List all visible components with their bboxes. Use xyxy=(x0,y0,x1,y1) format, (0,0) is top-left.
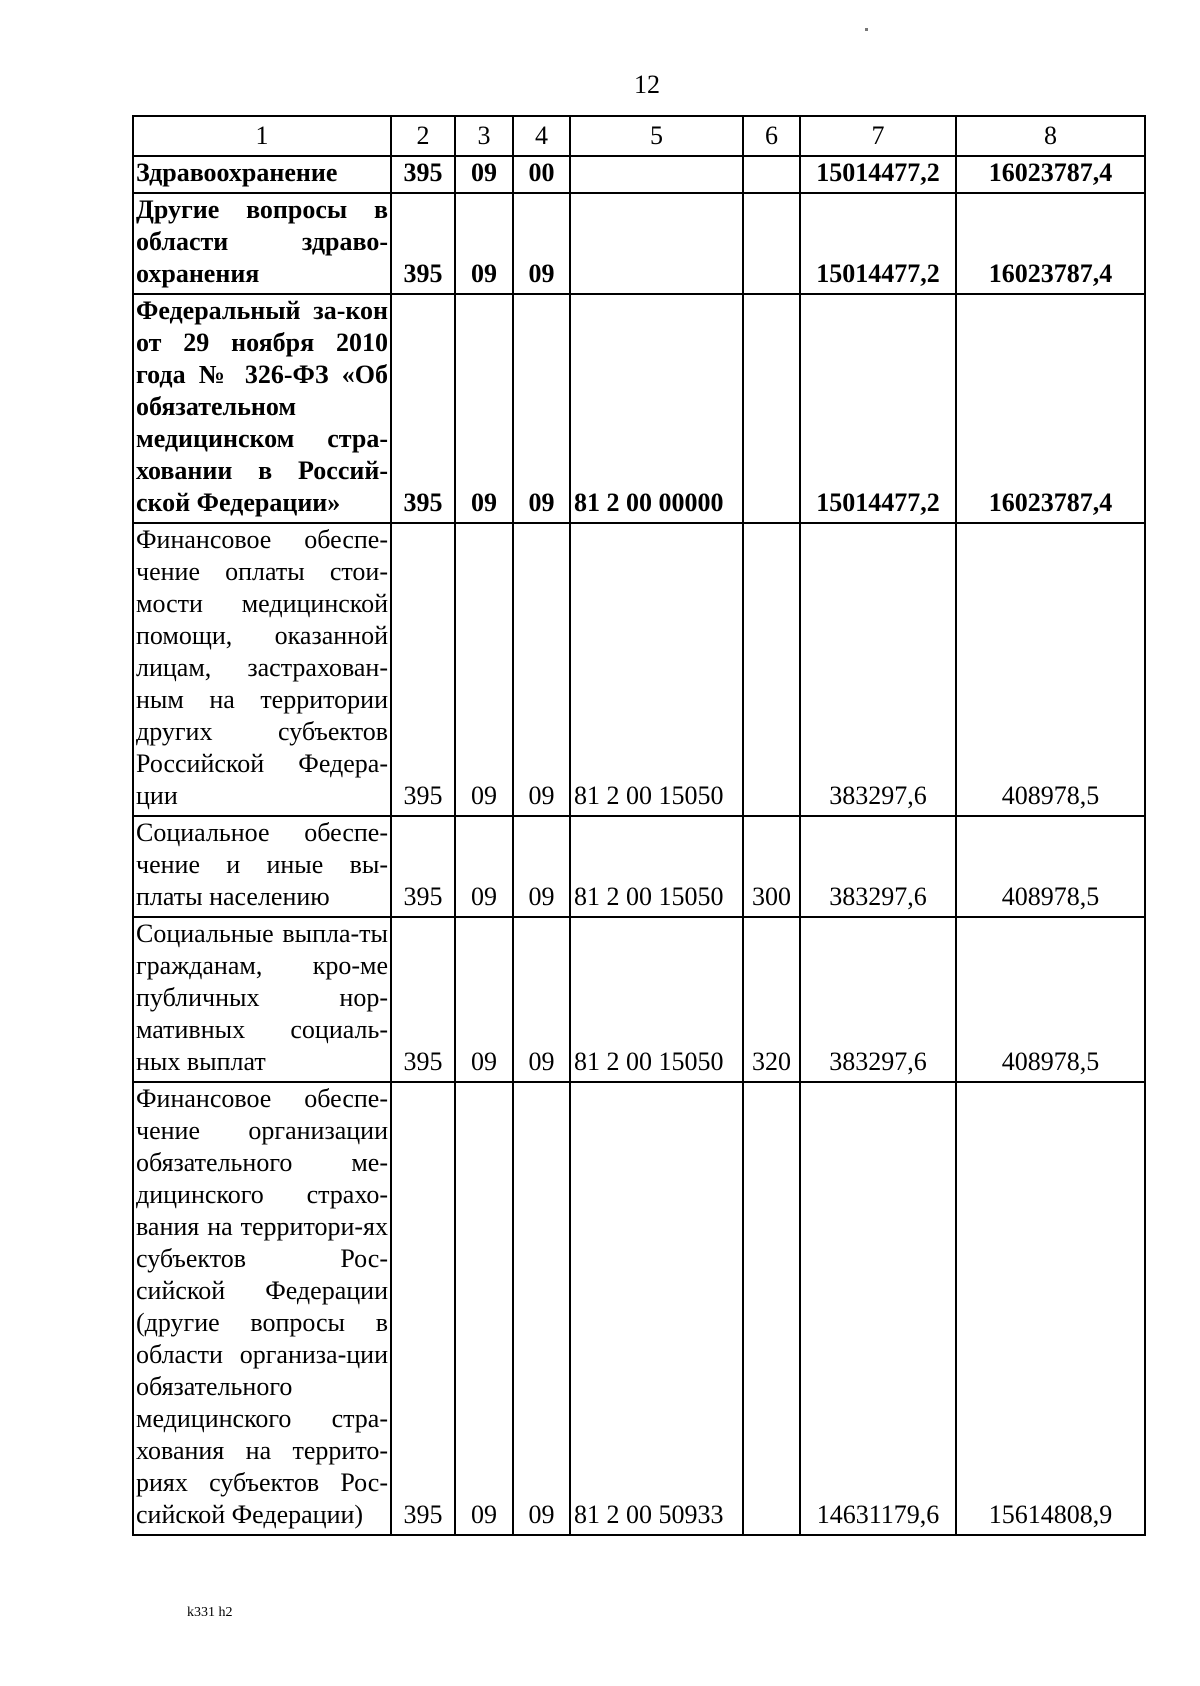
header-cell-5: 5 xyxy=(570,116,743,156)
cell-code-subsection xyxy=(513,1082,570,1535)
cell-code-section xyxy=(455,523,513,816)
cell-amount-year-2 xyxy=(956,294,1145,523)
cell-amount-year-1 xyxy=(800,523,956,816)
code-target-text: 81 2 00 15050 xyxy=(574,781,724,810)
cell-code-admin xyxy=(391,1082,455,1535)
item-name-text: Здравоохранение xyxy=(136,158,338,187)
cell-code-section xyxy=(455,816,513,917)
amount-year-2-text: 15614808,9 xyxy=(988,1500,1113,1529)
code-admin-text: 395 xyxy=(403,781,443,810)
amount-year-2-text: 408978,5 xyxy=(1001,781,1100,810)
budget-table xyxy=(132,115,1146,1536)
header-cell-3: 3 xyxy=(455,116,513,156)
cell-code-admin xyxy=(391,156,455,193)
code-subsection-text: 09 xyxy=(528,882,555,911)
page-number: 12 xyxy=(634,70,660,99)
code-subsection-text: 09 xyxy=(528,259,555,288)
item-name-text: Другие вопросы в области здраво-охранения xyxy=(136,195,388,288)
cell-amount-year-2 xyxy=(956,156,1145,193)
table-row xyxy=(133,816,1145,917)
item-name-text: Федеральный за-кон от 29 ноября 2010 года № 326-ФЗ «Об обязательном медицинском стра-ховании в Россий-ской Федерации» xyxy=(136,296,388,517)
cell-code-target xyxy=(570,193,743,294)
item-name-text: Социальные выпла-ты гражданам, кро-ме публичных нор-мативных социаль-ных выплат xyxy=(136,919,388,1076)
cell-code-section xyxy=(455,156,513,193)
code-admin-text: 395 xyxy=(403,882,443,911)
cell-code-target xyxy=(570,523,743,816)
amount-year-1-text: 383297,6 xyxy=(829,1047,927,1076)
cell-code-target xyxy=(570,917,743,1082)
code-section-text: 09 xyxy=(471,1500,497,1529)
cell-code-target xyxy=(570,816,743,917)
code-expense-type-text xyxy=(744,519,799,522)
table-row xyxy=(133,294,1145,523)
cell-item-name xyxy=(133,917,391,1082)
cell-amount-year-1 xyxy=(800,294,956,523)
table-header-row xyxy=(133,116,1145,156)
code-subsection-text: 09 xyxy=(528,1500,555,1529)
cell-code-expense-type xyxy=(743,523,800,816)
cell-code-expense-type xyxy=(743,294,800,523)
cell-amount-year-1 xyxy=(800,816,956,917)
code-section-text: 09 xyxy=(471,158,497,187)
cell-code-target xyxy=(570,156,743,193)
amount-year-1-text: 14631179,6 xyxy=(816,1500,940,1529)
cell-code-section xyxy=(455,1082,513,1535)
cell-code-expense-type xyxy=(743,816,800,917)
header-cell-6: 6 xyxy=(743,116,800,156)
amount-year-1-text: 15014477,2 xyxy=(816,488,940,517)
header-cell-8: 8 xyxy=(956,116,1145,156)
table-row xyxy=(133,193,1145,294)
cell-item-name xyxy=(133,193,391,294)
amount-year-2-text: 408978,5 xyxy=(1001,1047,1100,1076)
code-target-text: 81 2 00 15050 xyxy=(574,882,724,911)
cell-code-target xyxy=(570,1082,743,1535)
cell-item-name xyxy=(133,294,391,523)
code-admin-text: 395 xyxy=(403,1500,443,1529)
code-admin-text: 395 xyxy=(403,259,443,288)
cell-code-subsection xyxy=(513,816,570,917)
cell-code-subsection xyxy=(513,917,570,1082)
item-name-text: Социальное обеспе-чение и иные вы-платы населению xyxy=(136,818,388,911)
cell-code-section xyxy=(455,294,513,523)
scan-speck xyxy=(865,28,868,31)
cell-item-name xyxy=(133,1082,391,1535)
code-subsection-text: 00 xyxy=(528,158,555,187)
code-subsection-text: 09 xyxy=(528,1047,555,1076)
code-subsection-text: 09 xyxy=(528,781,555,810)
cell-code-target xyxy=(570,294,743,523)
code-target-text: 81 2 00 00000 xyxy=(574,488,724,517)
cell-amount-year-1 xyxy=(800,193,956,294)
cell-amount-year-2 xyxy=(956,1082,1145,1535)
code-expense-type-text xyxy=(744,1531,799,1534)
cell-code-admin xyxy=(391,917,455,1082)
document-code: k331 h2 xyxy=(187,1605,233,1620)
code-expense-type-text: 320 xyxy=(752,1047,791,1076)
cell-code-section xyxy=(455,193,513,294)
table-row xyxy=(133,917,1145,1082)
amount-year-2-text: 16023787,4 xyxy=(988,488,1113,517)
code-subsection-text: 09 xyxy=(528,488,555,517)
item-name-text: Финансовое обеспе-чение оплаты стои-мости медицинской помощи, оказанной лицам, застрахован-ным на территории других субъектов Российской Федера-ции xyxy=(136,525,388,810)
cell-code-subsection xyxy=(513,193,570,294)
cell-amount-year-2 xyxy=(956,523,1145,816)
cell-code-section xyxy=(455,917,513,1082)
table-row xyxy=(133,1082,1145,1535)
amount-year-1-text: 15014477,2 xyxy=(816,259,940,288)
code-expense-type-text xyxy=(744,290,799,293)
item-name-text: Финансовое обеспе-чение организации обязательного ме-дицинского страхо-вания на территори-ях субъектов Рос-сийской Федерации (другие вопросы в области организа-ции обязательного медицинского стра-хования на террито-риях субъектов Рос-сийской Федерации) xyxy=(136,1084,388,1529)
cell-item-name xyxy=(133,816,391,917)
code-expense-type-text xyxy=(744,189,799,192)
cell-code-admin xyxy=(391,816,455,917)
cell-code-subsection xyxy=(513,523,570,816)
code-expense-type-text: 300 xyxy=(752,882,791,911)
cell-code-admin xyxy=(391,193,455,294)
code-expense-type-text xyxy=(744,812,799,815)
code-section-text: 09 xyxy=(471,259,497,288)
header-cell-2: 2 xyxy=(391,116,455,156)
header-cell-1: 1 xyxy=(133,116,391,156)
code-target-text xyxy=(574,290,742,293)
code-section-text: 09 xyxy=(471,488,497,517)
cell-amount-year-1 xyxy=(800,156,956,193)
cell-amount-year-2 xyxy=(956,816,1145,917)
cell-amount-year-2 xyxy=(956,193,1145,294)
amount-year-2-text: 408978,5 xyxy=(1001,882,1100,911)
code-admin-text: 395 xyxy=(403,1047,443,1076)
amount-year-1-text: 383297,6 xyxy=(829,882,927,911)
table-row xyxy=(133,156,1145,193)
code-target-text xyxy=(574,189,742,192)
cell-amount-year-1 xyxy=(800,1082,956,1535)
code-target-text: 81 2 00 15050 xyxy=(574,1047,724,1076)
cell-code-expense-type xyxy=(743,1082,800,1535)
cell-amount-year-1 xyxy=(800,917,956,1082)
header-cell-4: 4 xyxy=(513,116,570,156)
code-section-text: 09 xyxy=(471,1047,497,1076)
cell-item-name xyxy=(133,156,391,193)
header-cell-7: 7 xyxy=(800,116,956,156)
cell-amount-year-2 xyxy=(956,917,1145,1082)
amount-year-2-text: 16023787,4 xyxy=(988,158,1113,187)
code-admin-text: 395 xyxy=(403,158,443,187)
cell-code-admin xyxy=(391,294,455,523)
code-section-text: 09 xyxy=(471,882,497,911)
cell-code-expense-type xyxy=(743,193,800,294)
cell-code-expense-type xyxy=(743,156,800,193)
amount-year-1-text: 15014477,2 xyxy=(816,158,940,187)
table-row xyxy=(133,523,1145,816)
code-target-text: 81 2 00 50933 xyxy=(574,1500,724,1529)
cell-code-admin xyxy=(391,523,455,816)
amount-year-2-text: 16023787,4 xyxy=(988,259,1113,288)
cell-code-expense-type xyxy=(743,917,800,1082)
cell-item-name xyxy=(133,523,391,816)
amount-year-1-text: 383297,6 xyxy=(829,781,927,810)
code-section-text: 09 xyxy=(471,781,497,810)
cell-code-subsection xyxy=(513,294,570,523)
cell-code-subsection xyxy=(513,156,570,193)
code-admin-text: 395 xyxy=(403,488,443,517)
